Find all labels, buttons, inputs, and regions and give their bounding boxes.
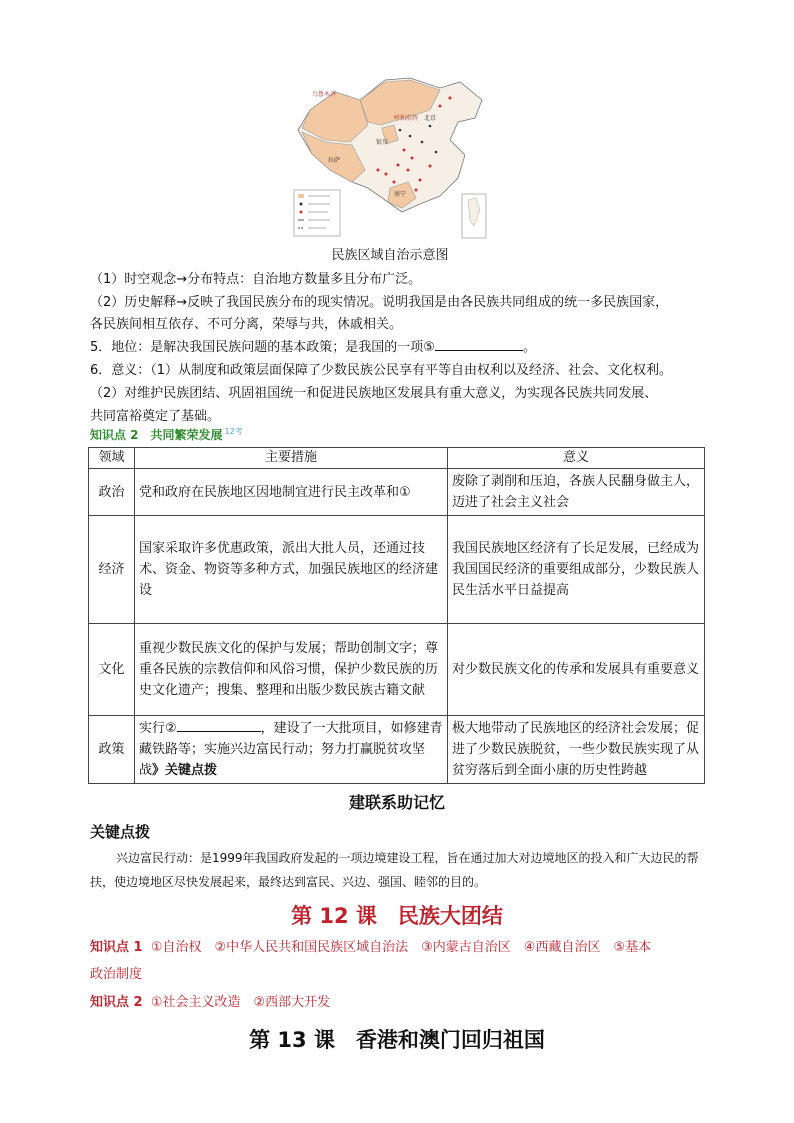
item-5-end: 。 bbox=[522, 340, 536, 355]
header-measures: 主要措施 bbox=[135, 448, 448, 469]
item-6-significance-2: （2）对维护民族团结、巩固祖国统一和促进民族地区发展具有重大意义，为实现各民族共同发展、 bbox=[90, 386, 658, 401]
row-area: 政治 bbox=[89, 469, 135, 516]
answers-kp2-label: 知识点 2 bbox=[90, 995, 143, 1010]
table-row bbox=[89, 624, 705, 716]
key-points-paragraph: 兴边富民行动：是1999年我国政府发起的一项边境建设工程，旨在通过加大对边境地区的投入和广大边民的帮扶，使边境地区尽快发展起来，最终达到富民、兴边、强国、睦邻的目的。 bbox=[90, 851, 699, 889]
item-2-explanation: （2）历史解释→反映了我国民族分布的现实情况。说明我国是由各民族共同组成的统一多民族国家， bbox=[90, 295, 669, 310]
prosperity-table bbox=[88, 447, 705, 784]
map-label-hohhot: 呼和浩特 bbox=[394, 115, 419, 122]
key-points-heading: 关键点拨 bbox=[90, 823, 151, 841]
header-area: 领域 bbox=[89, 448, 135, 469]
item-2-explanation-cont: 各民族间相互依存、不可分离，荣辱与共，休戚相关。 bbox=[90, 317, 403, 332]
item-5-status bbox=[90, 336, 536, 355]
map-label-urumqi: 乌鲁木齐 bbox=[312, 91, 337, 98]
row-measure bbox=[135, 716, 448, 784]
memory-heading: 建联系助记忆 bbox=[348, 793, 445, 812]
row-measure-post: ，建设了一大批项目，如修建青藏铁路等；实施兴边富民行动；努力打赢脱贫攻坚战 bbox=[139, 721, 443, 778]
item-6-significance: 6．意义：（1）从制度和政策层面保障了少数民族公民享有平等自由权利以及经济、社会、文化权利。 bbox=[90, 363, 673, 378]
ethnic-autonomy-map bbox=[290, 70, 490, 242]
item-5-text: 5．地位：是解决我国民族问题的基本政策；是我国的一项⑤ bbox=[90, 340, 435, 355]
answers-kp1-label: 知识点 1 bbox=[90, 940, 143, 955]
row-meaning: 极大地带动了民族地区的经济社会发展；促进了少数民族脱贫，一些少数民族实现了从贫穷落后到全面小康的历史性跨越 bbox=[448, 716, 705, 784]
map-label-beijing: 北京 bbox=[424, 115, 437, 122]
lesson-12-title: 第 12 课 民族大团结 bbox=[291, 904, 503, 928]
fill-blank-2[interactable] bbox=[177, 719, 261, 732]
row-measure-text: 党和政府在民族地区因地制宜进行民主改革和① bbox=[139, 484, 411, 500]
item-1-distribution: （1）时空观念→分布特点：自治地方数量多且分布广泛。 bbox=[90, 272, 422, 287]
knowledge-point-2-heading bbox=[90, 426, 243, 443]
answers-kp2-text: ①社会主义改造 ②西部大开发 bbox=[150, 995, 331, 1010]
answers-kp1 bbox=[90, 936, 651, 955]
row-meaning: 废除了剥削和压迫，各族人民翻身做主人，迈进了社会主义社会 bbox=[448, 469, 705, 516]
china-map-image bbox=[290, 70, 490, 242]
table-header-row bbox=[89, 448, 705, 469]
lesson-13-title: 第 13 课 香港和澳门回归祖国 bbox=[249, 1028, 545, 1052]
answers-kp1-text: ①自治权 ②中华人民共和国民族区域自治法 ③内蒙古自治区 ④西藏自治区 ⑤基本 bbox=[150, 940, 652, 955]
key-point-tag: 》关键点拨 bbox=[152, 763, 218, 778]
map-label-nanning: 南宁 bbox=[394, 191, 407, 198]
header-meaning: 意义 bbox=[448, 448, 705, 469]
row-measure: 国家采取许多优惠政策，派出大批人员，还通过技术、资金、物资等多种方式，加强民族地区的经济建设 bbox=[135, 516, 448, 624]
row-area: 政策 bbox=[89, 716, 135, 784]
row-measure bbox=[135, 469, 448, 516]
item-6-significance-3: 共同富裕奠定了基础。 bbox=[90, 409, 221, 424]
answers-kp1-cont: 政治制度 bbox=[90, 967, 143, 982]
table-row bbox=[89, 716, 705, 784]
row-area: 文化 bbox=[89, 624, 135, 716]
row-area: 经济 bbox=[89, 516, 135, 624]
fill-blank-5[interactable] bbox=[435, 338, 523, 351]
kp2-tag: 12考 bbox=[224, 427, 243, 436]
key-points-text bbox=[90, 846, 710, 894]
row-measure: 重视少数民族文化的保护与发展；帮助创制文字；尊重各民族的宗教信仰和风俗习惯，保护少数民族的历史文化遗产；搜集、整理和出版少数民族古籍文献 bbox=[135, 624, 448, 716]
answers-kp2 bbox=[90, 991, 330, 1010]
map-caption: 民族区域自治示意图 bbox=[331, 248, 449, 263]
table-row bbox=[89, 516, 705, 624]
row-meaning: 对少数民族文化的传承和发展具有重要意义 bbox=[448, 624, 705, 716]
row-measure-pre: 实行② bbox=[139, 721, 177, 736]
table-row bbox=[89, 469, 705, 516]
map-label-yinchuan: 银川 bbox=[376, 139, 389, 146]
row-meaning: 我国民族地区经济有了长足发展，已经成为我国国民经济的重要组成部分，少数民族人民生活水平日益提高 bbox=[448, 516, 705, 624]
kp2-title: 知识点 2 共同繁荣发展 bbox=[90, 428, 223, 442]
map-label-lhasa: 拉萨 bbox=[328, 157, 341, 164]
